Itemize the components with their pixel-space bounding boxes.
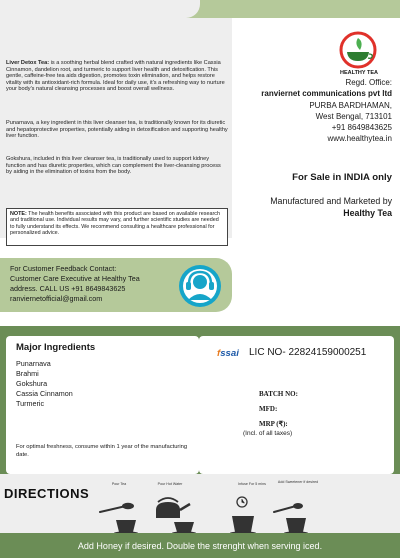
- marketer-name: Healthy Tea: [343, 208, 392, 218]
- contact-phone[interactable]: address. CALL US +91 8649843625: [10, 284, 126, 293]
- step-label: Infuse For 5 mins: [238, 482, 266, 486]
- top-tab: [0, 0, 200, 18]
- license-number: LIC NO- 22824159000251: [249, 347, 367, 358]
- company-name: ranviernet communications pvt ltd: [261, 89, 392, 98]
- headset-icon: [178, 264, 222, 308]
- note-label: NOTE:: [10, 211, 27, 217]
- description-column: [0, 18, 232, 238]
- clock-icon: [237, 497, 247, 507]
- cup-icon: [230, 516, 256, 535]
- fssai-logo: [217, 348, 239, 359]
- ingredient-item: Gokshura: [16, 379, 48, 388]
- step-label: Add Sweetener if desired: [277, 480, 319, 484]
- logo-text: HEALTHY TEA: [340, 70, 378, 76]
- office-label: Regd. Office:: [345, 78, 392, 87]
- ingredient-item: Cassia Cinnamon: [16, 389, 73, 398]
- directions-caption-bar: [0, 533, 400, 558]
- note-text: The health benefits associated with this product are based on available research and traditional use. Individual results may vary, and further scientific studies are needed to fully understand its effects. We recommend consulting a healthcare professional for personalized advice.: [10, 211, 220, 236]
- batch-label: BATCH NO:: [259, 390, 298, 398]
- directions-title: DIRECTIONS: [4, 486, 90, 501]
- kettle-icon: [156, 498, 190, 518]
- brand-phone: +91 8649843625: [331, 123, 392, 132]
- directions-steps: [96, 492, 396, 536]
- fssai-logo-f: f: [217, 348, 221, 359]
- detox-paragraph: [6, 60, 228, 93]
- note-box: [6, 208, 228, 246]
- freshness-note: For optimal freshness, consume within 1 year of the manufacturing date.: [16, 444, 188, 458]
- step-label: Pour Hot Water: [157, 482, 183, 486]
- sale-notice: For Sale in INDIA only: [292, 172, 392, 183]
- detox-text: is a soothing herbal blend crafted with natural ingredients like Cassia Cinnamon, dandelion root, and turmeric to support liver health and detoxification. This gentle, caffeine-free tea aids digestion, promotes toxin elimination, and helps restore vitality with its antioxidant-rich formula. Ideal for daily use, it's a refreshing way to nurture your body's natural cleansing processes and boost overall wellness.: [6, 60, 225, 93]
- directions-caption: Add Honey if desired. Double the strenght when serving iced.: [77, 541, 323, 551]
- ingredients-title: Major Ingredients: [16, 342, 96, 353]
- punarnava-paragraph: Punarnava, a key ingredient in this liver cleanser tea, is traditionally known for its diuretic and hepatoprotective properties, potentially aiding in detoxification and supporting healthy liver function.: [6, 120, 228, 140]
- gokshura-paragraph: Gokshura, included in this liver cleanser tea, is traditionally used to support kidney function and has diuretic properties, which can complement the liver-cleansing process by aiding in the elimination of toxins from the body.: [6, 156, 221, 176]
- contact-executive: Customer Care Executive at Healthy Tea: [10, 274, 140, 283]
- ingredient-item: Brahmi: [16, 369, 39, 378]
- ingredient-item: Punarnava: [16, 359, 51, 368]
- contact-heading: For Customer Feedback Contact:: [10, 264, 117, 273]
- mrp-label: MRP (₹):: [259, 420, 288, 428]
- fssai-logo-ssai: ssai: [220, 348, 239, 359]
- sugar-spoon-icon: [274, 503, 303, 512]
- brand-panel: [236, 30, 400, 260]
- ingredients-box: [6, 336, 199, 474]
- detox-heading: Liver Detox Tea:: [6, 60, 50, 66]
- brand-website[interactable]: www.healthytea.in: [327, 134, 392, 143]
- taxes-note: (Incl. of all taxes): [243, 430, 293, 437]
- teaspoon-icon: [100, 503, 134, 512]
- ingredient-item: Turmeric: [16, 399, 45, 408]
- address-line-1: PURBA BARDHAMAN,: [309, 101, 392, 110]
- license-box: [199, 336, 394, 474]
- address-line-2: West Bengal, 713101: [315, 112, 392, 121]
- step-label: Pour Tea: [111, 482, 127, 486]
- contact-email[interactable]: ranviernetofficial@gmail.com: [10, 294, 103, 303]
- manufactured-by: Manufactured and Marketed by: [270, 196, 392, 206]
- mfd-label: MFD:: [259, 405, 278, 413]
